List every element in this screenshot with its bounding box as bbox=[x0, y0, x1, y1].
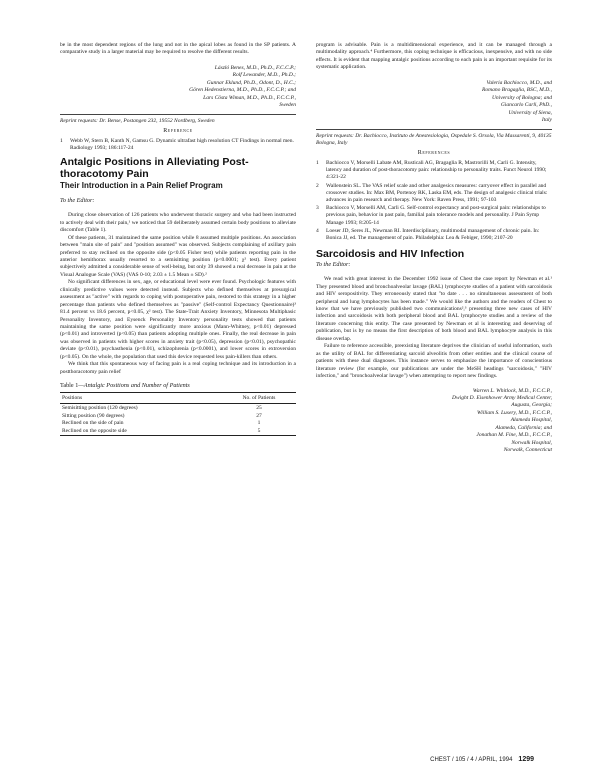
author-signature bbox=[316, 388, 552, 455]
body-paragraph: During close observation of 126 patients who underwent thoracic surgery and who had been instructed to actively deal with their pain,¹ we noticed that 59 deliberately assumed certain body positions to alleviate discomfort (Table 1). bbox=[60, 212, 296, 234]
table-cell: 5 bbox=[222, 427, 296, 435]
reprint-requests: Reprint requests: Dr. Bachiocco, Instituto de Anestesiologia, Ospedale S. Orsola, Via Massarenti, 9, 40135 Bologna, Italy bbox=[316, 132, 552, 146]
table-cell: 27 bbox=[256, 412, 262, 419]
body-paragraph: We read with great interest in the December 1992 issue of Chest the case report by Newman et al.¹ They presented blood and bronchoalveolar lavage (BAL) lymphocyte studies of a patient with sarcoidosis and HIV seropositivity. They erroneously stated that "to date . . . no simultaneous assessment of both peripheral and lung lymphocytes has been made." We would like the authors and the readers of Chest to know that we have previously published two communications²,³ presenting three new cases of HIV infection and sarcoidosis with both peripheral blood and BAL lymphocyte studies and a review of the literature concerning this entity. The case presented by Newman et al is interesting and deserving of publication, but is by no means the first description of both blood and BAL lymphocyte analysis in this disease overlap. bbox=[316, 276, 552, 342]
article-title: Sarcoidosis and HIV Infection bbox=[316, 248, 465, 261]
reference-number: 4 bbox=[316, 227, 319, 234]
reference-number: 3 bbox=[316, 205, 319, 212]
table-header: Positions bbox=[60, 393, 222, 404]
table-label: Table 1 bbox=[60, 382, 79, 390]
author-line: Alameda, California; and bbox=[495, 424, 552, 431]
author-line: László Benes, M.D., Ph.D., F.C.C.P.; bbox=[214, 64, 296, 71]
to-the-editor: To the Editor: bbox=[60, 197, 95, 205]
divider bbox=[60, 114, 296, 115]
page-footer bbox=[430, 756, 534, 763]
table-row bbox=[60, 412, 296, 420]
author-line: Valeria Bachiocco, M.D., and bbox=[486, 79, 552, 86]
table-caption bbox=[60, 382, 296, 389]
table-row bbox=[60, 419, 296, 427]
table-header: No. of Patients bbox=[222, 393, 296, 404]
author-line: Sweden bbox=[279, 102, 296, 109]
author-line: Giancarlo Carli, PhD., bbox=[500, 102, 552, 109]
page-number: 1299 bbox=[518, 756, 534, 763]
reference-item bbox=[60, 138, 296, 152]
author-line: Gören Hedenstierna, M.D., Ph.D., F.C.C.P.; and bbox=[189, 87, 296, 94]
intro-paragraph: program is advisable. Pain is a multidimensional experience, and it can be managed through a multimodality approach.⁴ Furthermore, this coping technique is efficacious, inexpensive, and with no side effects. It is evident that mapping antalgic positions according to each pain is an important requisite for its systematic application. bbox=[316, 42, 552, 71]
table-header-row bbox=[60, 393, 296, 404]
author-signature bbox=[60, 65, 296, 110]
to-the-editor: To the Editor: bbox=[316, 261, 351, 269]
divider bbox=[316, 129, 552, 130]
body-paragraph: Failure to reference accessible, preexisting literature deprives the clinician of useful information, such as the utility of BAL for differentiating sarcoid alveolitis from other entities and the clinical course of patients with these dual diagnoses. This instance serves to emphasize the importance of conscientious literature review (for example, our publications are under the MeSH headings "sarcoidosis," "HIV infection," and "bronchoalveolar lavage") when attempting to report new findings. bbox=[316, 343, 552, 380]
author-line: Italy bbox=[541, 117, 552, 124]
reference-item bbox=[316, 205, 552, 227]
table-cell: Reclined on the side of pain bbox=[62, 420, 124, 427]
author-line: University of Siena, bbox=[508, 109, 552, 116]
author-line: Augusta, Georgia; bbox=[511, 402, 552, 409]
reference-text: Loeser JD, Seres JL, Newman RI. Interdisciplinary, multimodal management of chronic pain. In: Bonica JJ, ed. The management of pain. Philadelphia: Lea & Febiger, 1990; 2107-20 bbox=[326, 227, 540, 241]
right-column bbox=[316, 42, 552, 455]
author-line: William S. Lusery, M.D., F.C.C.P., bbox=[477, 409, 552, 416]
reference-heading: Reference bbox=[163, 127, 193, 134]
body-paragraph: Of these patients, 31 maintained the same position while 8 assumed multiple positions. An association between "main site of pain" and "position assumed" was observed. Subjects complaining of axillary pain preferred to stay reclined on the opposite side (p<0.05 Fisher test) while patients reporting pain in the anterior hemithorax usually resorted to a semisitting position (p<0.0001; χ² test). Every patient subjectively admitted a considerable sense of well-being, but only 39 showed a real decrease in pain at the Visual Analogue Scale (VAS) (VAS 0-10; 2.03 ± 1.5 Mean ± SD).² bbox=[60, 234, 296, 278]
reference-number: 1 bbox=[316, 159, 319, 166]
table-row bbox=[60, 404, 296, 412]
table-caption-text: —Antalgic Positions and Number of Patients bbox=[78, 382, 190, 390]
reference-text: Bachiocco V, Morselli AM, Carli G. Self-control expectancy and post-surgical pain: relationships to previous pain, behavior in past pain, familial pain tolerance models and personality. J Pain Symp Manage 1993; 8:205-14 bbox=[326, 205, 546, 226]
author-line: Alameda Hospital, bbox=[510, 417, 552, 424]
table-cell: 25 bbox=[256, 405, 262, 411]
author-line: Norwalk, Connecticut bbox=[503, 447, 552, 454]
reprint-requests: Reprint requests: Dr. Bense, Postangen 232, 19552 Nordberg, Sweden bbox=[60, 117, 215, 124]
body-paragraph: No significant differences in sex, age, or educational level were ever found. Psychologic features with clinically predictive values were detected instead. Subjects who defined themselves at presurgical assessment as "active" with regards to coping with postoperative pain, restored to this strategy in a higher percentage than patients who defined themselves as "passive" (Self-control Expectancy Questionnaire)³ 81.4 percent vs 18.6 percent, p<0.05, χ² test). The State-Trait Anxiety Inventory, Minnesota Multiphasic Personality Inventory, and Eysenck Personality Inventory personality tests showed that patients maintaining the same position were significantly more anxious (Mann-Whitney, p<0.01) depressed (p<0.01) and introverted (p<0.05) than patients adopting multiple ones. Finally, the real decrease in pain was observed in patients with higher scores in anxiety trait (p<0.05), depression (p<0.01), psychopathic deviate (p<0.01), psychasthenia (p<0.01), schizophrenia (p<0.0001), and lower scores in extroversion (p<0.05). On the whole, the population that used this device requested less pain-killers than others. bbox=[60, 279, 296, 360]
body-paragraph: We think that this spontaneous way of facing pain is a real coping technique and its introduction in a postthoracotomy pain relief bbox=[60, 361, 296, 375]
journal-info: CHEST / 105 / 4 / APRIL, 1994 bbox=[430, 757, 513, 763]
table-cell: Sitting position (90 degrees) bbox=[62, 412, 125, 419]
left-column bbox=[60, 42, 296, 436]
intro-paragraph: be in the most dependent regions of the lung and not in the apical lobes as found in the SP patients. A comparative study in a larger material may be required to resolve the different results. bbox=[60, 42, 296, 56]
table-row bbox=[60, 427, 296, 435]
author-line: Lars Cösta Wiman, M.D., Ph.D., F.C.C.P., bbox=[203, 94, 296, 101]
author-line: Warren L. Whitlock, M.D., F.C.C.P., bbox=[472, 387, 552, 394]
author-line: Gunnar Eklund, Ph.D., Odont, D., H.C.; bbox=[206, 79, 296, 86]
author-line: Romano Bragaglia, BSC, M.D., bbox=[482, 87, 552, 94]
reference-item bbox=[316, 183, 552, 205]
author-line: University of Bologna; and bbox=[491, 94, 552, 101]
author-line: Norwalk Hospital, bbox=[511, 439, 552, 446]
author-line: Jonathan M. Fine, M.D., F.C.C.P., bbox=[476, 432, 552, 439]
reference-item bbox=[316, 228, 552, 242]
reference-heading: References bbox=[417, 149, 451, 156]
article-title: Antalgic Positions in Alleviating Post-thoracotomy Pain bbox=[60, 156, 249, 181]
author-line: Rolf Lewander, M.D., Ph.D.; bbox=[232, 72, 296, 79]
positions-table bbox=[60, 392, 296, 435]
reference-item bbox=[316, 160, 552, 182]
author-line: Dwight D. Eisenhower Army Medical Center, bbox=[452, 394, 552, 401]
reference-text: Webb W, Stern B, Kanth N, Gamsu G. Dynamic ultrafast high resolution CT Findings in normal men. Radiology 1993; 186:117-24 bbox=[70, 137, 294, 152]
article-subtitle: Their Introduction in a Pain Relief Program bbox=[60, 181, 223, 191]
table-cell: Semisitting position (120 degrees) bbox=[62, 405, 138, 411]
table-cell: 1 bbox=[257, 420, 261, 427]
reference-number: 1 bbox=[60, 137, 63, 144]
author-signature bbox=[316, 80, 552, 125]
table-cell: Reclined on the opposite side bbox=[60, 427, 222, 435]
reference-number: 2 bbox=[316, 182, 319, 189]
reference-text: Wallenstein SL. The VAS relief scale and other analgesics measures: carryover effect in parallel and crossover studies. In: Max BM, Portenoy RK, Laska EM, eds. The design of analgesic clinical trials: advances in pain research and therapy. New York: Raven Press, 1991; 97-103 bbox=[326, 182, 548, 203]
reference-text: Bachiocco V, Morselli Labate AM, Rusticali AG, Bragaglia R, Mastrorilli M, Carli G. Intensity, latency and duration of post-thoracotomy pain: relationship to personality traits. Funct Neurol 1990; 4:321-22 bbox=[326, 159, 547, 181]
